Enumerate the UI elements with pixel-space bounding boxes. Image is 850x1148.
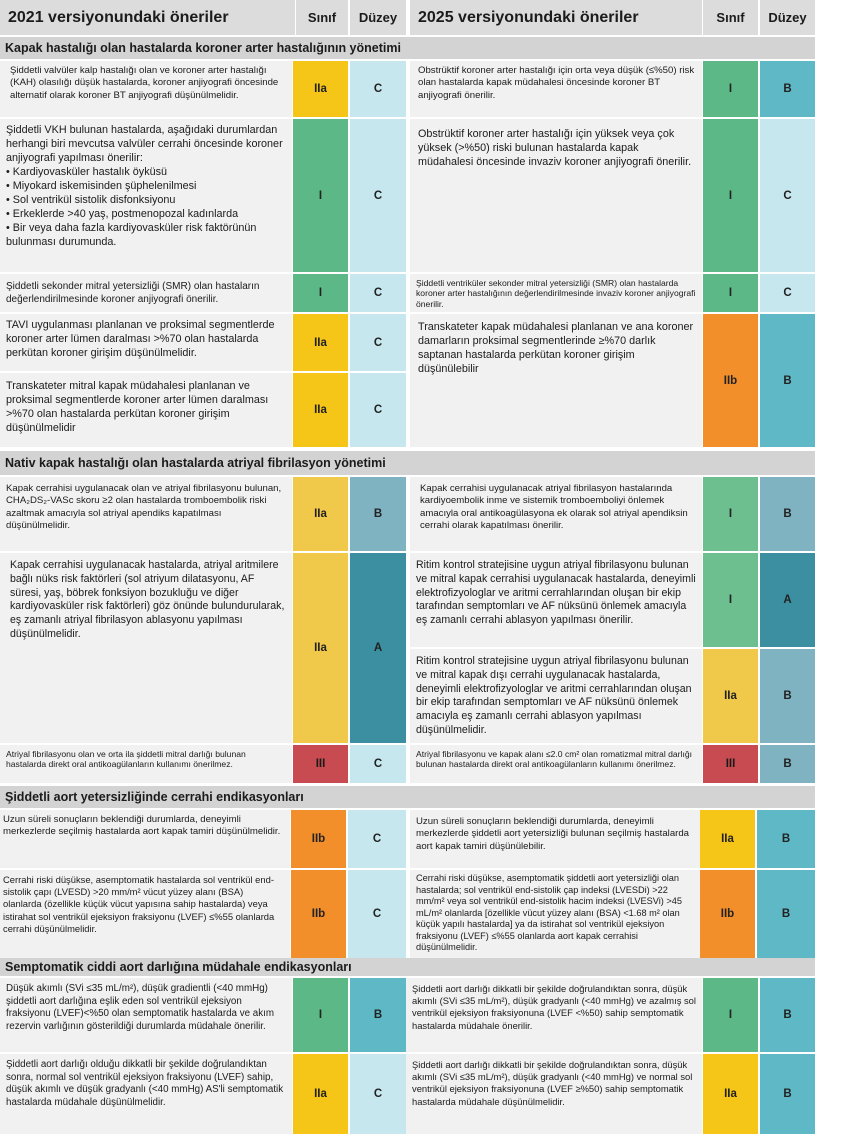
level-badge: C: [350, 745, 406, 783]
class-badge: IIa: [703, 1054, 758, 1134]
right-class-header: Sınıf: [703, 0, 758, 35]
level-badge: B: [760, 745, 815, 783]
section-title: Nativ kapak hastalığı olan hastalarda atriyal fibrilasyon yönetimi: [0, 451, 815, 475]
left-recommendation: Düşük akımlı (SVi ≤35 mL/m²), düşük gradientli (<40 mmHg) şiddetli aort darlığına eşlik eden sol ventrikül ejeksiyon fraksiyonu (LVEF)<%50 olan semptomatik hastalarda ve akım rezervin varlığının gösterildiği durumlarda müdahale önerilir.: [0, 978, 292, 1052]
left-recommendation: Atriyal fibrilasyonu olan ve orta ila şiddetli mitral darlığı bulunan hastalarda direkt oral antikoagülanların kullanımı önerilmez.: [0, 745, 292, 783]
right-recommendation: Şiddetli aort darlığı dikkatli bir şekilde doğrulandıktan sonra, düşük akımlı (SVi ≤35 mL/m²), düşük gradyanlı (<40 mmHg) ve azalmış sol ventrikül ejeksiyon fraksiyonuna (LVEF <%50) sahip semptomatik hastalarda müdahale önerilir.: [406, 978, 702, 1052]
right-header-title: 2025 versiyonundaki öneriler: [410, 0, 702, 35]
level-badge: B: [760, 978, 815, 1052]
level-badge: C: [348, 870, 406, 958]
class-badge: I: [293, 119, 348, 272]
class-badge: I: [293, 978, 348, 1052]
level-badge: B: [760, 314, 815, 447]
class-badge: IIa: [293, 373, 348, 447]
level-badge: C: [348, 810, 406, 868]
bullet-item: • Sol ventrikül sistolik disfonksiyonu: [6, 194, 176, 207]
section-title: Şiddetli aort yetersizliğinde cerrahi endikasyonları: [0, 786, 815, 808]
right-recommendation: Atriyal fibrilasyonu ve kapak alanı ≤2.0 cm² olan romatizmal mitral darlığı bulunan hastalarda direkt oral antikoagülanların kullanımı önerilmez.: [410, 745, 702, 783]
level-badge: B: [757, 810, 815, 868]
right-recommendation: Şiddetli aort darlığı dikkatli bir şekilde doğrulandıktan sonra, düşük akımlı (SVi ≤35 mL/m²), düşük gradyanlı (<40 mmHg) ve normal sol ventrikül ejeksiyon fraksiyonuna (LVEF ≥%50) sahip semptomatik hastalarda müdahale düşünülmelidir.: [406, 1054, 702, 1134]
left-recommendation: [0, 119, 292, 272]
level-badge: B: [760, 1054, 815, 1134]
level-badge: C: [350, 314, 406, 371]
class-badge: I: [703, 978, 758, 1052]
right-level-header: Düzey: [760, 0, 815, 35]
class-badge: IIa: [293, 61, 348, 117]
class-badge: IIa: [703, 649, 758, 743]
class-badge: I: [703, 119, 758, 272]
level-badge: B: [350, 978, 406, 1052]
level-badge: C: [350, 274, 406, 312]
level-badge: A: [760, 553, 815, 647]
class-badge: IIb: [291, 870, 346, 958]
section-title: Kapak hastalığı olan hastalarda koroner arter hastalığının yönetimi: [0, 37, 815, 59]
bullet-item: • Kardiyovasküler hastalık öyküsü: [6, 166, 168, 179]
class-badge: I: [703, 477, 758, 551]
right-recommendation: Obstrüktif koroner arter hastalığı için yüksek veya çok yüksek (>%50) riski bulunan hastalarda kapak müdahalesi öncesinde invaziv koroner anjiyografi önerilir.: [410, 119, 702, 272]
recommendation-intro: Şiddetli VKH bulunan hastalarda, aşağıdaki durumlardan herhangi biri mevcutsa valvüler cerrahi öncesinde koroner anjiyografi yapılması önerilir:: [6, 124, 283, 165]
level-badge: C: [350, 119, 406, 272]
class-badge: IIb: [291, 810, 346, 868]
class-badge: IIb: [700, 870, 755, 958]
right-recommendation: Şiddetli ventriküler sekonder mitral yetersizliği (SMR) olan hastalarda koroner arter hastalığının değerlendirilmesinde invaziv koroner anjiyografi önerilir.: [410, 274, 702, 312]
class-badge: IIa: [293, 314, 348, 371]
bullet-item: • Bir veya daha fazla kardiyovasküler risk faktörünün bulunması durumunda.: [6, 222, 257, 249]
level-badge: C: [760, 274, 815, 312]
left-recommendation: Transkateter mitral kapak müdahalesi planlanan ve proksimal segmentlerde koroner arter lümen daralması >%70 olan hastalarda perkütan koroner girişim düşünülmelidir: [0, 373, 292, 447]
left-level-header: Düzey: [350, 0, 406, 35]
left-header-title: 2021 versiyonundaki öneriler: [0, 0, 295, 35]
left-recommendation: Şiddetli valvüler kalp hastalığı olan ve koroner arter hastalığı (KAH) olasılığı düşük hastalarda, koroner anjiyografi öncesinde alternatif olarak koroner BT anjiyografi düşünülmelidir.: [0, 61, 292, 117]
left-recommendation: Kapak cerrahisi uygulanacak hastalarda, atriyal aritmilere bağlı nüks risk faktörleri (sol atriyum dilatasyonu, AF süresi, yaş, böbrek fonksiyon bozukluğu ve diğer kardiyovasküler risk faktörleri) göz önünde bulundurularak, eş zamanlı atriyal fibrilasyon ablasyonu yapılması düşünülmelidir.: [0, 553, 292, 743]
level-badge: C: [350, 61, 406, 117]
section-title: Semptomatik ciddi aort darlığına müdahale endikasyonları: [0, 958, 815, 976]
class-badge: IIa: [700, 810, 755, 868]
bullet-item: • Miyokard iskemisinden şüphelenilmesi: [6, 180, 197, 193]
class-badge: IIa: [293, 553, 348, 743]
bullet-item: • Erkeklerde >40 yaş, postmenopozal kadınlarda: [6, 208, 239, 221]
right-recommendation: Ritim kontrol stratejisine uygun atriyal fibrilasyonu bulunan ve mitral kapak cerrahisi uygulanacak hastalarda, deneyimli elektrofizyologlar ve aritmi cerrahlarından oluşan bir ekip tarafından semptomları ve AF nüksünü önlemek amacıyla eş zamanlı cerrahi ablasyon yapılması önerilir.: [410, 553, 702, 647]
level-badge: A: [350, 553, 406, 743]
class-badge: I: [703, 61, 758, 117]
class-badge: III: [293, 745, 348, 783]
level-badge: C: [760, 119, 815, 272]
left-recommendation: TAVI uygulanması planlanan ve proksimal segmentlerde koroner arter lümen daralması >%70 olan hastalarda perkütan koroner girişim düşünülmelidir.: [0, 314, 292, 371]
level-badge: B: [350, 477, 406, 551]
right-recommendation: Obstrüktif koroner arter hastalığı için orta veya düşük (≤%50) risk olan hastalarda kapak müdahalesi öncesinde koroner BT anjiyografi önerilir.: [410, 61, 702, 117]
left-recommendation: Şiddetli aort darlığı olduğu dikkatli bir şekilde doğrulandıktan sonra, normal sol ventrikül ejeksiyon fraksiyonu (LVEF) sahip, düşük akımlı ve düşük gradyanlı (<40 mmHg) AS'li semptomatik hastalarda müdahale düşünülmelidir.: [0, 1054, 292, 1134]
level-badge: B: [760, 649, 815, 743]
class-badge: IIa: [293, 477, 348, 551]
class-badge: IIa: [293, 1054, 348, 1134]
level-badge: B: [760, 61, 815, 117]
left-recommendation: Şiddetli sekonder mitral yetersizliği (SMR) olan hastaların değerlendirilmesinde koroner anjiyografi önerilir.: [0, 274, 292, 312]
right-recommendation: Kapak cerrahisi uygulanacak atriyal fibrilasyon hastalarında kardiyoembolik inme ve sistemik tromboemboliyi önlemek amacıyla oral antikoagülasyona ek olarak sol atriyal apendiksin cerrahi olarak kapatılması önerilir.: [410, 477, 702, 551]
class-badge: IIb: [703, 314, 758, 447]
class-badge: I: [293, 274, 348, 312]
level-badge: B: [757, 870, 815, 958]
level-badge: C: [350, 373, 406, 447]
left-class-header: Sınıf: [296, 0, 348, 35]
level-badge: C: [350, 1054, 406, 1134]
right-recommendation: Ritim kontrol stratejisine uygun atriyal fibrilasyonu bulunan ve mitral kapak dışı cerrahi uygulanacak hastalarda, deneyimli elektrofizyologlar ve aritmi cerrahlarından oluşan bir ekip tarafından semptomları ve AF nüksünü önlemek amacıyla eş zamanlı cerrahi ablasyon yapılması düşünülmelidir.: [410, 649, 702, 743]
left-recommendation: Uzun süreli sonuçların beklendiği durumlarda, deneyimli merkezlerde seçilmiş hastalarda aort kapak tamiri düşünülmelidir.: [0, 810, 290, 868]
right-recommendation: Transkateter kapak müdahalesi planlanan ve ana koroner damarların proksimal segmentlerinde ≥%70 darlık saptanan hastalarda perkütan koroner girişim düşünülebilir: [410, 314, 702, 447]
class-badge: I: [703, 274, 758, 312]
right-recommendation: Uzun süreli sonuçların beklendiği durumlarda, deneyimli merkezlerde şiddetli aort yetersizliği bulunan seçilmiş hastalarda aort kapak tamiri düşünülebilir.: [410, 810, 700, 868]
left-recommendation: Cerrahi riski düşükse, asemptomatik hastalarda sol ventrikül end-sistolik çapı (LVESD) >20 mm/m² vücut yüzey alanı (BSA) olanlarda (özellikle küçük vücut yapısına sahip hastalarda) veya istirahat sol ventrikül ejeksiyon fraksiyonu (LVEF) ≤%55 olanlarda cerrahi düşünülmelidir.: [0, 870, 290, 958]
right-recommendation: Cerrahi riski düşükse, asemptomatik şiddetli aort yetersizliği olan hastalarda; sol ventrikül end-sistolik çap indeksi (LVESDi) >22 mm/m² veya sol ventrikül end-sistolik hacim indeksi (LVESVi) >45 mL/m² olanlarda [özellikle vücut yüzey alanı (BSA) <1.68 m² olan küçük yapılı hastalarda] ya da istirahat sol ventrikül ejeksiyon fraksiyonu (LVEF) ≤%55 olanlarda aort kapak cerrahisi düşünülmelidir.: [410, 870, 700, 958]
class-badge: III: [703, 745, 758, 783]
level-badge: B: [760, 477, 815, 551]
left-recommendation: Kapak cerrahisi uygulanacak olan ve atriyal fibrilasyonu bulunan, CHA₂DS₂-VASc skoru ≥2 olan hastalarda tromboembolik riski azaltmak amacıyla sol atriyal apendiks kapatılması düşünülmelidir.: [0, 477, 292, 551]
class-badge: I: [703, 553, 758, 647]
